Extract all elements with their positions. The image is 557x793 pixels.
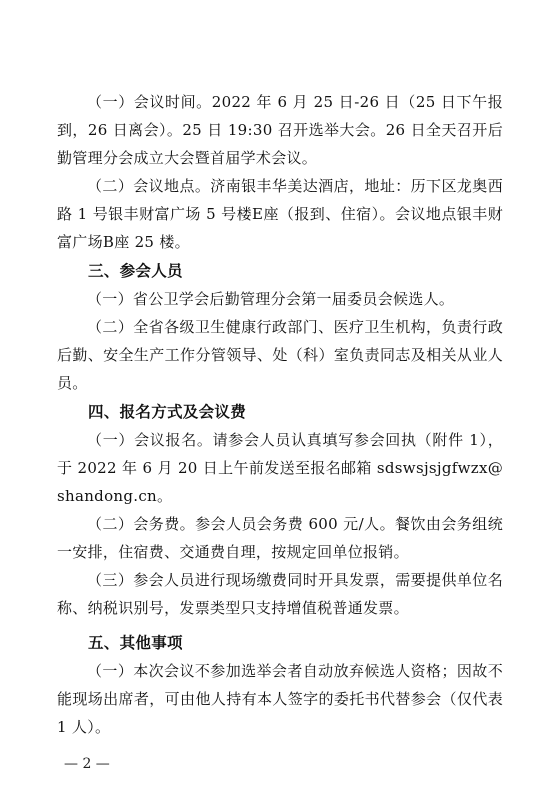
other-item-1: （一）本次会议不参加选举会者自动放弃候选人资格；因故不能现场出席者，可由他人持有本人签字的委托书代替参会（仅代表 1 人）。	[57, 662, 503, 736]
meeting-location-paragraph: （二）会议地点。济南银丰华美达酒店，地址：历下区龙奥西路 1 号银丰财富广场 5 号楼E座（报到、住宿）。会议地点银丰财富广场B座 25 楼。	[57, 177, 503, 251]
meeting-time-paragraph: （一）会议时间。2022 年 6 月 25 日-26 日（25 日下午报到，26 日离会）。25 日 19:30 召开选举大会。26 日全天召开后勤管理分会成立大会暨首届学术会议。	[57, 93, 503, 167]
page-number: — 2 —	[64, 756, 110, 772]
invoice-paragraph: （三）参会人员进行现场缴费同时开具发票，需要提供单位名称、纳税识别号，发票类型只支持增值税普通发票。	[57, 571, 503, 617]
section-heading-registration: 四、报名方式及会议费	[88, 402, 247, 421]
section-heading-participants: 三、参会人员	[88, 261, 183, 280]
registration-paragraph: （一）会议报名。请参会人员认真填写参会回执（附件 1），于 2022 年 6 月 20 日上午前发送至报名邮箱 sdswsjsjgfwzx@shandong.cn。	[57, 431, 503, 505]
document-body	[57, 88, 503, 741]
participants-item-2: （二）全省各级卫生健康行政部门、医疗卫生机构，负责行政后勤、安全生产工作分管领导、处（科）室负责同志及相关从业人员。	[57, 318, 503, 392]
fee-paragraph: （二）会务费。参会人员会务费 600 元/人。餐饮由会务组统一安排，住宿费、交通费自理，按规定回单位报销。	[57, 515, 503, 561]
participants-item-1: （一）省公卫学会后勤管理分会第一届委员会候选人。	[87, 290, 455, 308]
section-heading-other: 五、其他事项	[88, 633, 183, 652]
